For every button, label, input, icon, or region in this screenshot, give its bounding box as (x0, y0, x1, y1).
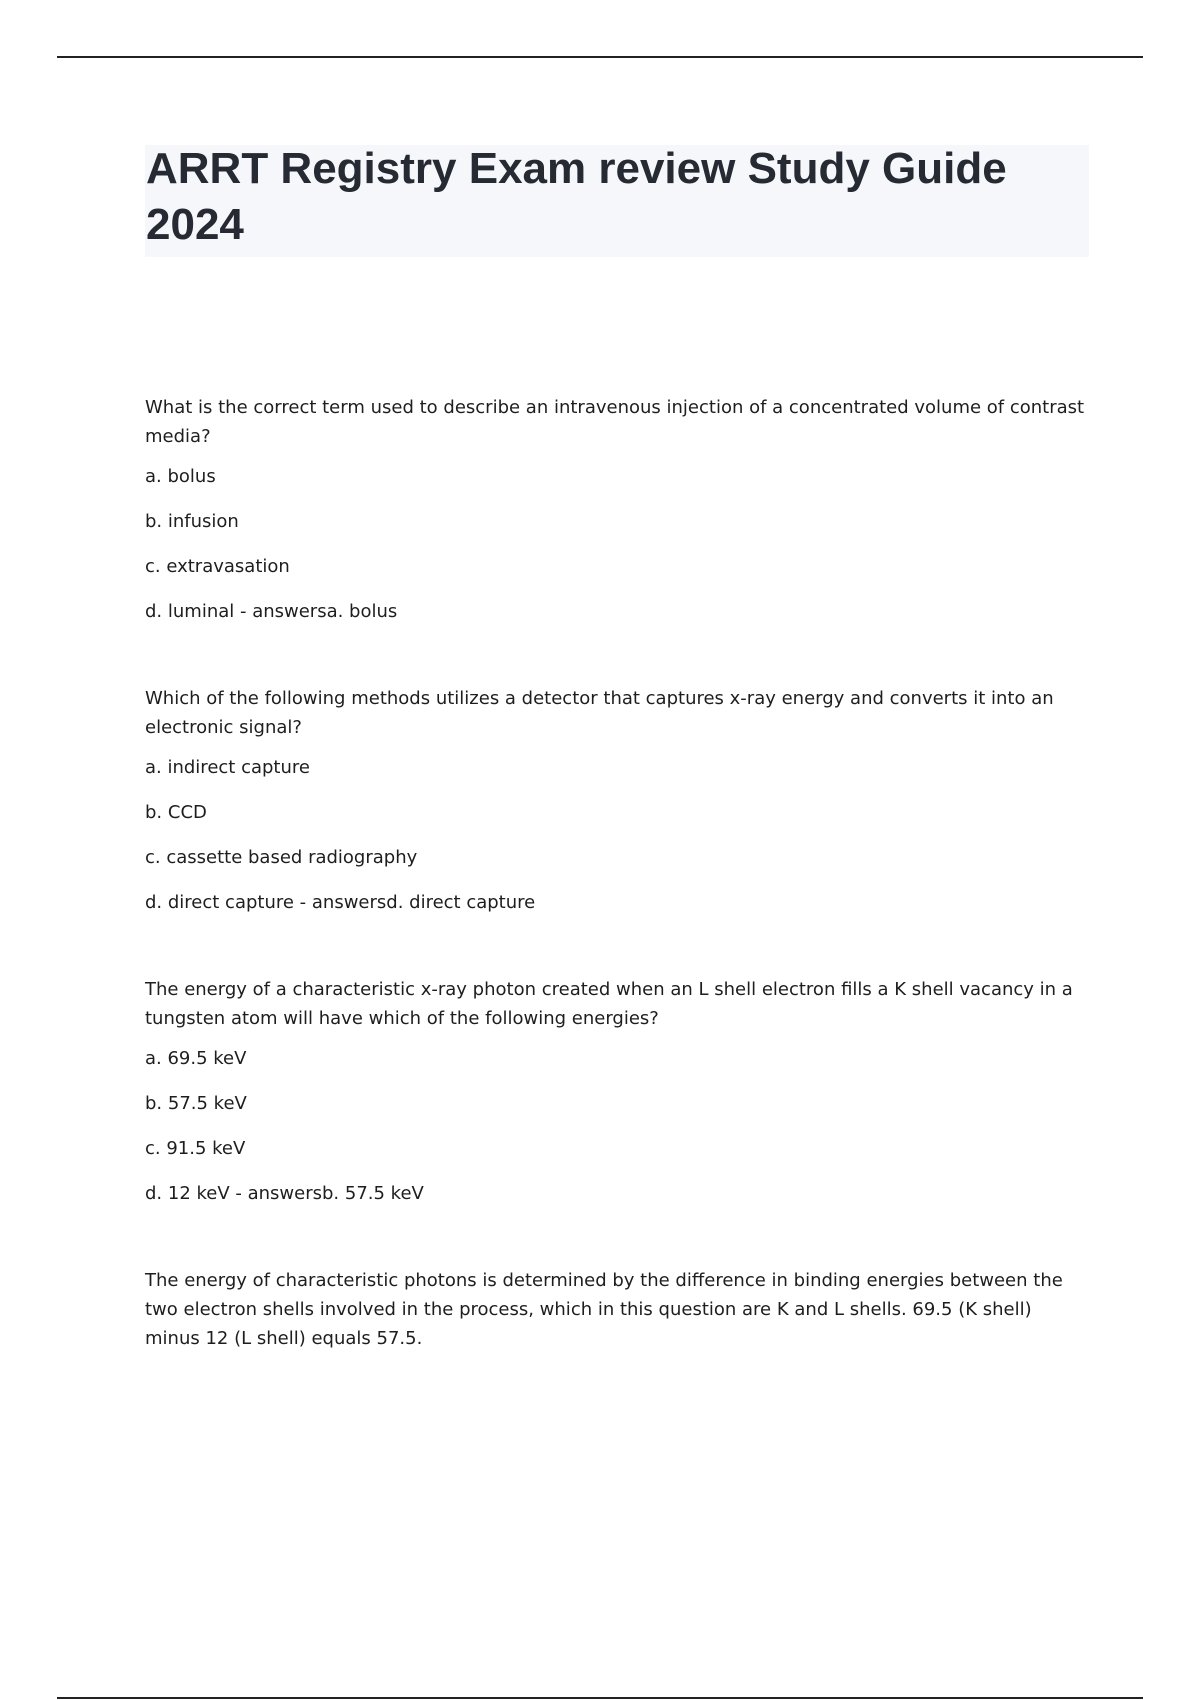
top-rule (57, 56, 1143, 58)
question-text: The energy of a characteristic x-ray photon created when an L shell electron fills a K shell vacancy in a tungsten atom will have which of the following energies? (145, 979, 1073, 1029)
option-d-with-answer: d. luminal - answersa. bolus (145, 601, 398, 622)
document-body (145, 393, 1085, 1353)
question-block-1 (145, 393, 1085, 626)
bottom-rule (57, 1697, 1143, 1699)
document-title: ARRT Registry Exam review Study Guide 2024 (146, 144, 1007, 249)
option-b: b. infusion (145, 511, 239, 532)
question-text: What is the correct term used to describe an intravenous injection of a concentrated volume of contrast media? (145, 397, 1085, 447)
question-block-3 (145, 975, 1085, 1208)
option-d-with-answer: d. direct capture - answersd. direct capture (145, 892, 536, 913)
question-block-2 (145, 684, 1085, 917)
option-a: a. indirect capture (145, 757, 310, 778)
option-c: c. 91.5 keV (145, 1138, 246, 1159)
question-text: Which of the following methods utilizes a detector that captures x-ray energy and converts it into an electronic signal? (145, 688, 1054, 738)
option-a: a. 69.5 keV (145, 1048, 247, 1069)
option-a: a. bolus (145, 466, 216, 487)
option-b: b. 57.5 keV (145, 1093, 247, 1114)
answer-explanation: The energy of characteristic photons is determined by the difference in binding energies between the two electron shells involved in the process, which in this question are K and L shells. 69.5 (K shell) minus 12 (L shell) equals 57.5. (145, 1270, 1063, 1349)
option-c: c. cassette based radiography (145, 847, 418, 868)
option-c: c. extravasation (145, 556, 290, 577)
option-d-with-answer: d. 12 keV - answersb. 57.5 keV (145, 1183, 424, 1204)
option-b: b. CCD (145, 802, 207, 823)
